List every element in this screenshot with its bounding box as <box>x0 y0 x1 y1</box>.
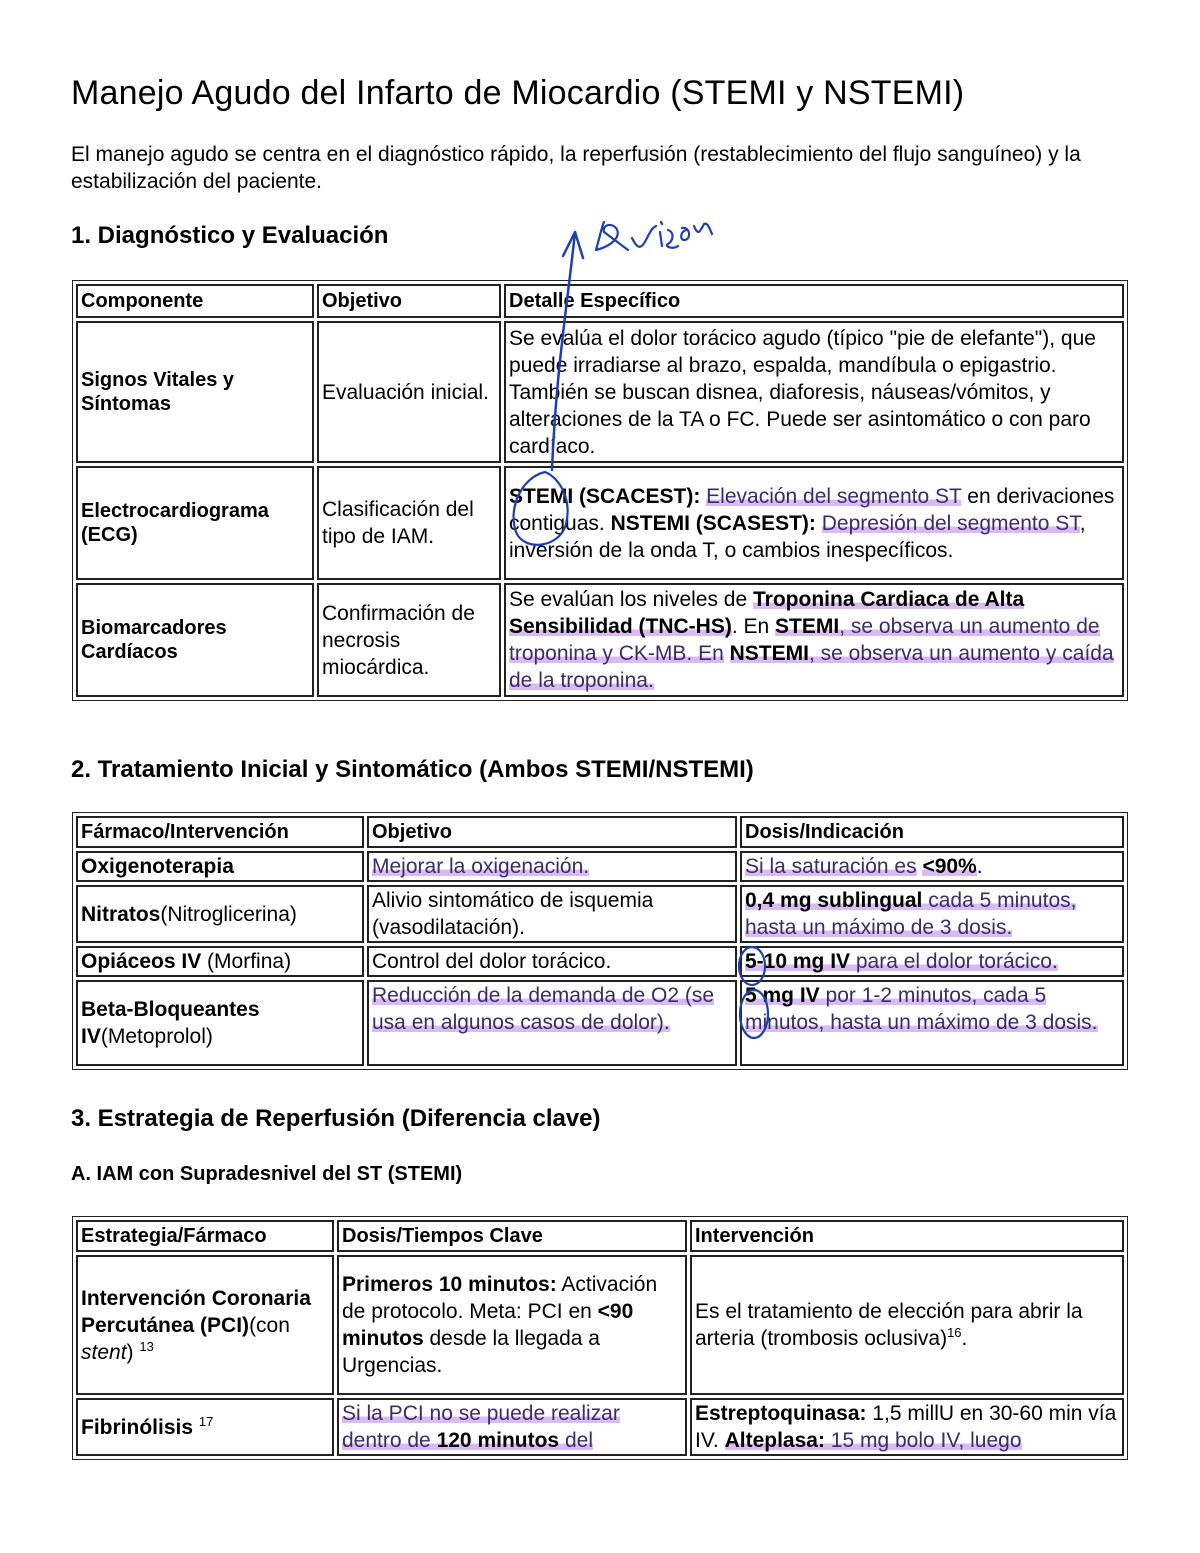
text: desde la llegada a Urgencias. <box>342 1327 600 1377</box>
table-cell <box>76 885 364 943</box>
table-cell <box>504 466 1124 580</box>
highlighted-bold-text: NSTEMI <box>729 642 809 665</box>
highlighted-bold-text: Alteplasa: <box>724 1429 825 1452</box>
diagnostico-table <box>72 280 1128 701</box>
table-header-row <box>76 816 1124 848</box>
table-header-cell: Componente <box>76 284 314 318</box>
highlighted-text: para el dolor torácico. <box>850 950 1058 973</box>
table-row <box>76 946 1124 977</box>
table-header-cell: Fármaco/Intervención <box>76 816 364 848</box>
highlighted-text: por 1-2 minutos, cada 5 minutos, hasta un máximo de 3 dosis. <box>745 984 1098 1034</box>
table-cell <box>504 583 1124 697</box>
section-1-heading: 1. Diagnóstico y Evaluación <box>71 222 389 249</box>
highlighted-text: Si la PCI no se puede realizar dentro de <box>342 1402 620 1452</box>
bold-text: Beta-Bloqueantes IV <box>81 998 260 1048</box>
highlighted-bold-text: 0,4 mg sublingual <box>745 889 923 912</box>
table-header-cell: Objetivo <box>367 816 737 848</box>
highlighted-bold-text: 120 minutos <box>436 1429 560 1452</box>
text: en derivaciones contiguas. <box>509 484 1115 535</box>
table-header-cell: Intervención <box>690 1220 1124 1252</box>
highlighted-bold-text: STEMI <box>775 615 840 638</box>
table-row <box>76 1398 1124 1456</box>
bold-text: Primeros 10 minutos: <box>342 1273 557 1296</box>
bold-text: Fibrinólisis <box>81 1415 194 1439</box>
table-cell <box>740 885 1124 943</box>
table-header-row <box>76 284 1124 318</box>
arrow-head-icon <box>563 232 583 258</box>
highlighted-text: Mejorar la oxigenación. <box>372 855 590 878</box>
table-cell <box>740 980 1124 1066</box>
table-cell: Se evalúa el dolor torácico agudo (típico "pie de elefante"), que puede irradiarse al brazo, espalda, mandíbula o epigastrio. También se buscan disnea, diaforesis, náuseas/vómitos, y alteraciones de la TA o FC. Puede ser asintomático o con paro cardíaco. <box>504 321 1124 463</box>
table-row <box>76 583 1124 697</box>
footnote-ref: 13 <box>139 1338 154 1354</box>
table-cell <box>76 980 364 1066</box>
table-cell: Signos Vitales y Síntomas <box>76 321 314 463</box>
text: ) <box>126 1340 134 1364</box>
highlighted-bold-text: 5-10 mg IV <box>745 950 851 973</box>
highlighted-text: , se observa un aumento y caída de la troponina. <box>509 642 1114 692</box>
text: Es el tratamiento de elección para abrir la arteria (trombosis oclusiva) <box>695 1300 1083 1350</box>
table-cell: Electrocardiograma (ECG) <box>76 466 314 580</box>
table-cell <box>76 946 364 977</box>
table-cell: Evaluación inicial. <box>317 321 501 463</box>
section-3-heading: 3. Estrategia de Reperfusión (Diferencia clave) <box>71 1105 601 1132</box>
highlighted-text: , se observa un aumento de troponina y CK-MB. En <box>509 615 1100 665</box>
text: 1,5 millU en 30-60 min vía IV. <box>695 1402 1117 1452</box>
highlighted-text: Elevación del segmento ST <box>706 484 962 508</box>
table-cell <box>690 1255 1124 1395</box>
table-header-cell: Dosis/Tiempos Clave <box>337 1220 687 1252</box>
footnote-ref: 16 <box>947 1325 962 1340</box>
bold-text: Oxigenoterapia <box>81 855 234 878</box>
text: (Metoprolol) <box>100 1025 213 1048</box>
text: . <box>961 1327 968 1350</box>
text: (con <box>249 1313 290 1337</box>
italic-text: stent <box>81 1340 127 1364</box>
table-cell <box>337 1255 687 1395</box>
table-cell <box>367 980 737 1066</box>
table-header-row <box>76 1220 1124 1252</box>
footnote-ref: 17 <box>198 1413 214 1429</box>
bold-text: STEMI (SCACEST): <box>509 484 701 508</box>
table-header-cell: Objetivo <box>317 284 501 318</box>
table-cell <box>337 1398 687 1456</box>
text: . En <box>731 615 770 638</box>
table-cell <box>740 851 1124 882</box>
table-cell <box>76 851 364 882</box>
bold-text: Intervención Coronaria Percutánea (PCI) <box>81 1286 311 1337</box>
text: . <box>976 855 983 878</box>
highlighted-text: 15 mg bolo IV, luego <box>824 1429 1022 1452</box>
table-cell <box>367 851 737 882</box>
tratamiento-table <box>72 812 1128 1070</box>
table-row <box>76 885 1124 943</box>
table-row <box>76 466 1124 580</box>
text: Activación de protocolo. Meta: PCI en <box>342 1273 658 1323</box>
highlighted-bold-text: Troponina Cardiaca de Alta Sensibilidad (TNC-HS) <box>509 588 1025 638</box>
bold-text: <90 minutos <box>342 1300 634 1350</box>
highlighted-text: cada 5 minutos, hasta un máximo de 3 dosis. <box>745 889 1077 939</box>
table-row <box>76 980 1124 1066</box>
highlighted-text: del <box>559 1429 593 1452</box>
table-row <box>76 1255 1124 1395</box>
table-header-cell: Dosis/Indicación <box>740 816 1124 848</box>
highlighted-text: Reducción de la demanda de O2 (se usa en algunos casos de dolor). <box>372 984 715 1034</box>
table-cell <box>740 946 1124 977</box>
table-header-cell: Estrategia/Fármaco <box>76 1220 334 1252</box>
table-cell <box>76 1255 334 1395</box>
section-2-heading: 2. Tratamiento Inicial y Sintomático (Ambos STEMI/NSTEMI) <box>71 756 754 783</box>
reperfusion-table <box>72 1216 1128 1460</box>
bold-text: Opiáceos IV <box>81 950 202 973</box>
text: Se evalúan los niveles de <box>509 588 748 611</box>
intro-paragraph: El manejo agudo se centra en el diagnóstico rápido, la reperfusión (restablecimiento del flujo sanguíneo) y la estabilización del paciente. <box>71 143 1081 193</box>
table-row <box>76 851 1124 882</box>
table-row <box>76 321 1124 463</box>
section-3a-subheading: A. IAM con Supradesnivel del ST (STEMI) <box>71 1163 463 1185</box>
table-header-cell: Detalle Específico <box>504 284 1124 318</box>
table-cell: Alivio sintomático de isquemia (vasodilatación). <box>367 885 737 943</box>
table-cell: Clasificación del tipo de IAM. <box>317 466 501 580</box>
highlighted-text: Si la saturación es <box>745 855 917 878</box>
text: (Morfina) <box>201 950 292 973</box>
highlighted-bold-text: 5 mg IV <box>745 984 820 1007</box>
table-cell <box>690 1398 1124 1456</box>
page-title: Manejo Agudo del Infarto de Miocardio (STEMI y NSTEMI) <box>71 74 965 112</box>
text: , inversión de la onda T, o cambios inespecíficos. <box>509 511 1086 562</box>
highlighted-bold-text: <90% <box>922 855 977 878</box>
table-cell: Control del dolor torácico. <box>367 946 737 977</box>
table-cell: Biomarcadores Cardíacos <box>76 583 314 697</box>
bold-text: NSTEMI (SCASEST): <box>610 511 816 535</box>
table-cell <box>76 1398 334 1456</box>
table-cell: Confirmación de necrosis miocárdica. <box>317 583 501 697</box>
handwritten-note <box>596 222 712 250</box>
highlighted-text: Depresión del segmento ST <box>821 511 1080 535</box>
bold-text: Estreptoquinasa: <box>695 1402 867 1425</box>
text: (Nitroglicerina) <box>160 902 297 926</box>
bold-text: Nitratos <box>81 902 161 926</box>
